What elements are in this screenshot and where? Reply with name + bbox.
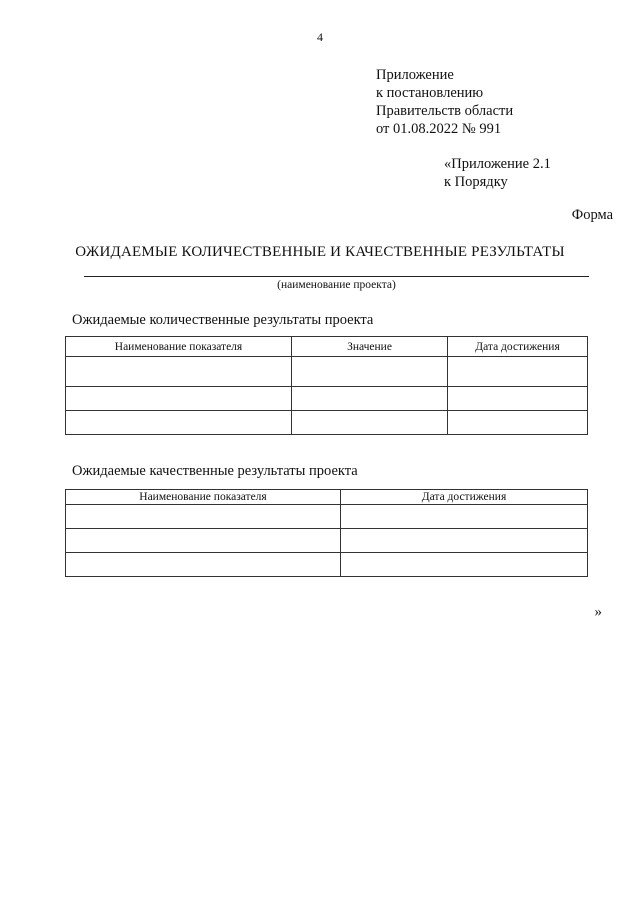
appendix-line: от 01.08.2022 № 991 xyxy=(376,121,502,137)
table-header-row xyxy=(66,490,588,505)
table-cell xyxy=(66,411,292,435)
table-cell xyxy=(66,553,341,577)
project-name-line xyxy=(84,276,589,277)
table-row xyxy=(66,387,588,411)
table-cell xyxy=(448,357,588,387)
closing-quote: » xyxy=(594,604,602,620)
table-row xyxy=(66,411,588,435)
table-row xyxy=(66,529,588,553)
table-cell xyxy=(341,505,588,529)
column-header-achievement-date: Дата достижения xyxy=(448,337,588,357)
table-cell xyxy=(292,357,448,387)
table-cell xyxy=(448,387,588,411)
table-cell xyxy=(66,505,341,529)
appendix-reference xyxy=(376,66,513,138)
appendix-line: к постановлению xyxy=(376,85,484,101)
table-row xyxy=(66,505,588,529)
table-cell xyxy=(341,529,588,553)
form-label: Форма xyxy=(571,207,613,223)
document-title: ОЖИДАЕМЫЕ КОЛИЧЕСТВЕННЫЕ И КАЧЕСТВЕННЫЕ РЕЗУЛЬТАТЫ xyxy=(75,244,565,260)
table-cell xyxy=(448,411,588,435)
table-row xyxy=(66,357,588,387)
column-header-achievement-date: Дата достижения xyxy=(341,490,588,505)
table-header-row xyxy=(66,337,588,357)
table-cell xyxy=(341,553,588,577)
table-cell xyxy=(66,529,341,553)
column-header-indicator-name: Наименование показателя xyxy=(66,490,341,505)
table-row xyxy=(66,553,588,577)
quantitative-results-heading: Ожидаемые количественные результаты проекта xyxy=(72,312,374,328)
project-name-caption: (наименование проекта) xyxy=(277,279,396,291)
column-header-indicator-name: Наименование показателя xyxy=(66,337,292,357)
table-cell xyxy=(292,411,448,435)
column-header-value: Значение xyxy=(292,337,448,357)
sub-appendix-line: к Порядку xyxy=(444,174,508,190)
table-cell xyxy=(66,357,292,387)
qualitative-results-heading: Ожидаемые качественные результаты проекта xyxy=(72,463,358,479)
quantitative-results-table xyxy=(65,336,588,435)
sub-appendix-reference xyxy=(444,155,551,191)
qualitative-results-table xyxy=(65,489,588,577)
table-cell xyxy=(292,387,448,411)
table-cell xyxy=(66,387,292,411)
sub-appendix-line: «Приложение 2.1 xyxy=(444,156,551,172)
appendix-line: Правительств области xyxy=(376,103,514,119)
appendix-line: Приложение xyxy=(376,67,454,83)
page-number: 4 xyxy=(317,30,323,44)
